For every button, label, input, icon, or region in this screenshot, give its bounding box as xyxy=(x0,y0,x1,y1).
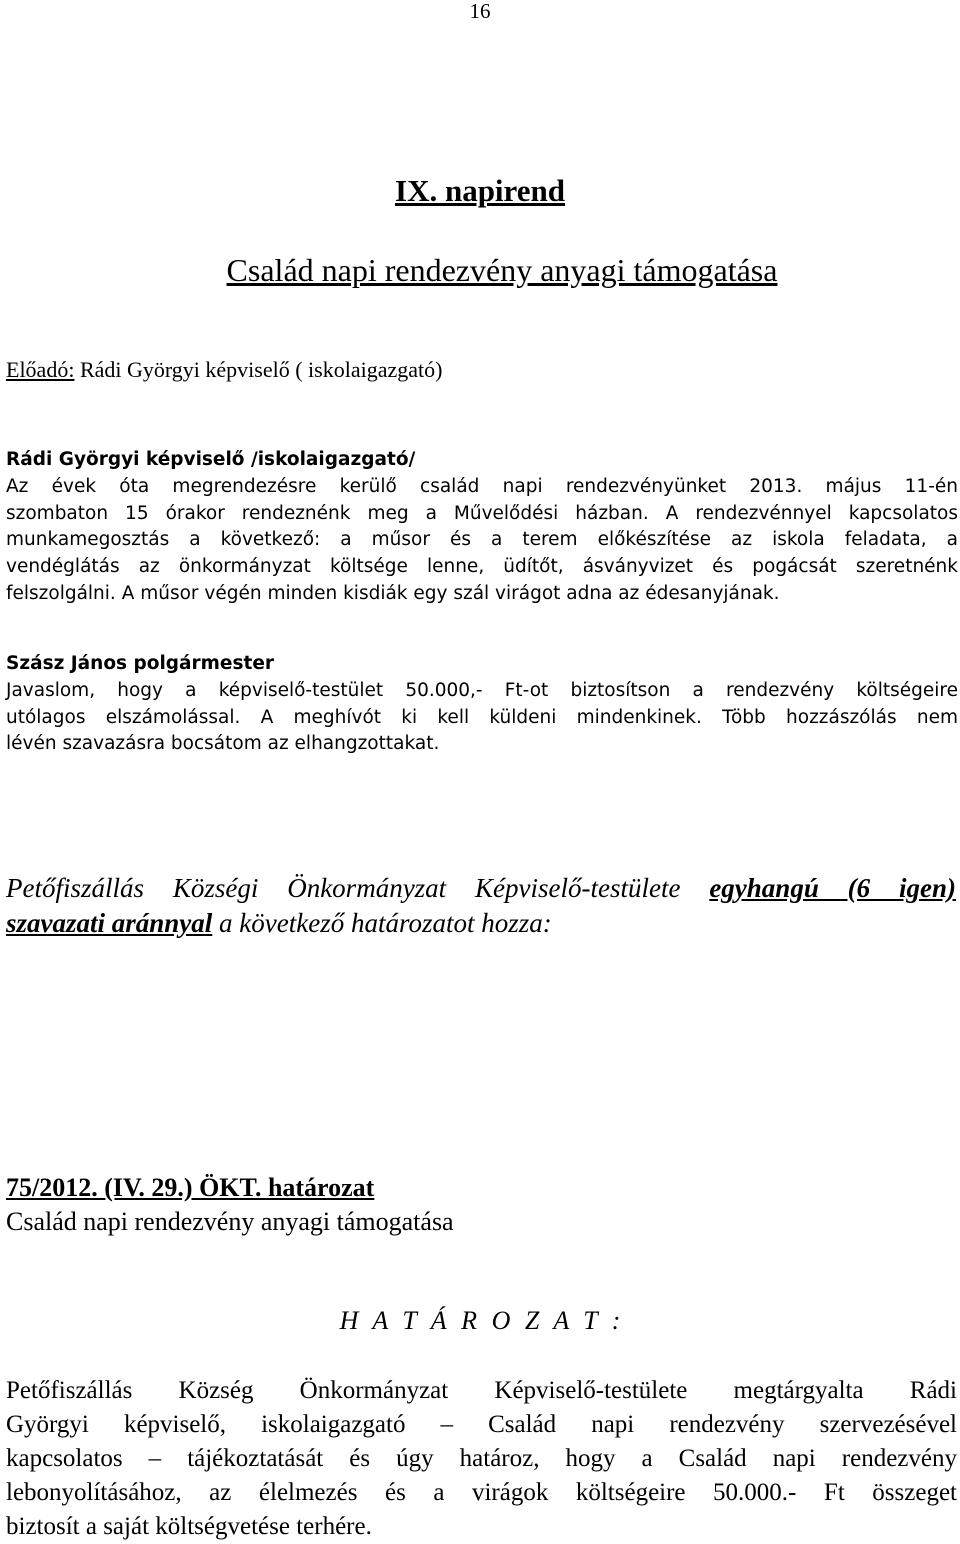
resolution-line: lebonyolításához, az élelmezés és a virágok költségeire 50.000.- Ft összeget xyxy=(6,1479,957,1506)
vote-line-2 xyxy=(6,906,956,941)
speaker-2-name: Szász János polgármester xyxy=(6,653,274,674)
speaker-1-line: vendéglátás az önkormányzat költsége lenne, üdítőt, ásványvizet és pogácsát szeretnénk xyxy=(6,556,958,578)
resolution-body xyxy=(6,1374,957,1544)
vote-statement xyxy=(6,871,956,941)
speaker-1-line: szombaton 15 órakor rendeznénk meg a Művelődési házban. A rendezvénnyel kapcsolatos xyxy=(6,502,958,524)
vote-body-text: a következő határozatot hozza: xyxy=(212,908,552,938)
vote-line-1 xyxy=(6,871,956,906)
speaker-2-block xyxy=(6,651,958,758)
speaker-1-line: Az évek óta megrendezésre kerülő család napi rendezvényünket 2013. május 11-én xyxy=(6,475,958,497)
speaker-1-name: Rádi Györgyi képviselő /iskolaigazgató/ xyxy=(6,449,416,470)
presenter-label: Előadó: xyxy=(6,357,75,382)
decision-subject: Család napi rendezvény anyagi támogatása xyxy=(6,1207,454,1236)
resolution-line: Petőfiszállás Község Önkormányzat Képviselő-testülete megtárgyalta Rádi xyxy=(6,1377,957,1404)
resolution-heading: H A T Á R O Z A T : xyxy=(339,1306,625,1335)
vote-result: egyhangú (6 igen) xyxy=(709,873,956,903)
vote-body-text: Petőfiszállás Községi Önkormányzat Képviselő-testülete xyxy=(6,873,710,903)
speaker-1-line: felszolgálni. A műsor végén minden kisdiák egy szál virágot adna az édesanyjának. xyxy=(6,582,780,604)
resolution-line: kapcsolatos – tájékoztatását és úgy határoz, hogy a Család napi rendezvény xyxy=(6,1445,957,1472)
vote-ratio: szavazati aránnyal xyxy=(6,908,213,938)
presenter-line xyxy=(6,356,442,384)
speaker-2-line: Javaslom, hogy a képviselő-testület 50.000,- Ft-ot biztosítson a rendezvény költségeire xyxy=(6,679,958,701)
speaker-2-line: utólagos elszámolással. A meghívót ki kell küldeni mindenkinek. Több hozzászólás nem xyxy=(6,706,958,728)
subject-title: Család napi rendezvény anyagi támogatása xyxy=(226,252,778,288)
speaker-1-block xyxy=(6,447,958,608)
decision-number: 75/2012. (IV. 29.) ÖKT. határozat xyxy=(6,1173,375,1202)
resolution-line: biztosít a saját költségvetése terhére. xyxy=(6,1513,372,1540)
speaker-1-line: munkamegosztás a következő: a műsor és a terem előkészítése az iskola feladata, a xyxy=(6,529,958,551)
presenter-name: Rádi Györgyi képviselő ( iskolaigazgató) xyxy=(74,357,443,382)
speaker-2-line: lévén szavazásra bocsátom az elhangzottakat. xyxy=(6,733,440,755)
agenda-title: IX. napirend xyxy=(395,173,565,208)
resolution-line: Györgyi képviselő, iskolaigazgató – Család napi rendezvény szervezésével xyxy=(6,1411,957,1438)
page-number: 16 xyxy=(469,0,491,23)
